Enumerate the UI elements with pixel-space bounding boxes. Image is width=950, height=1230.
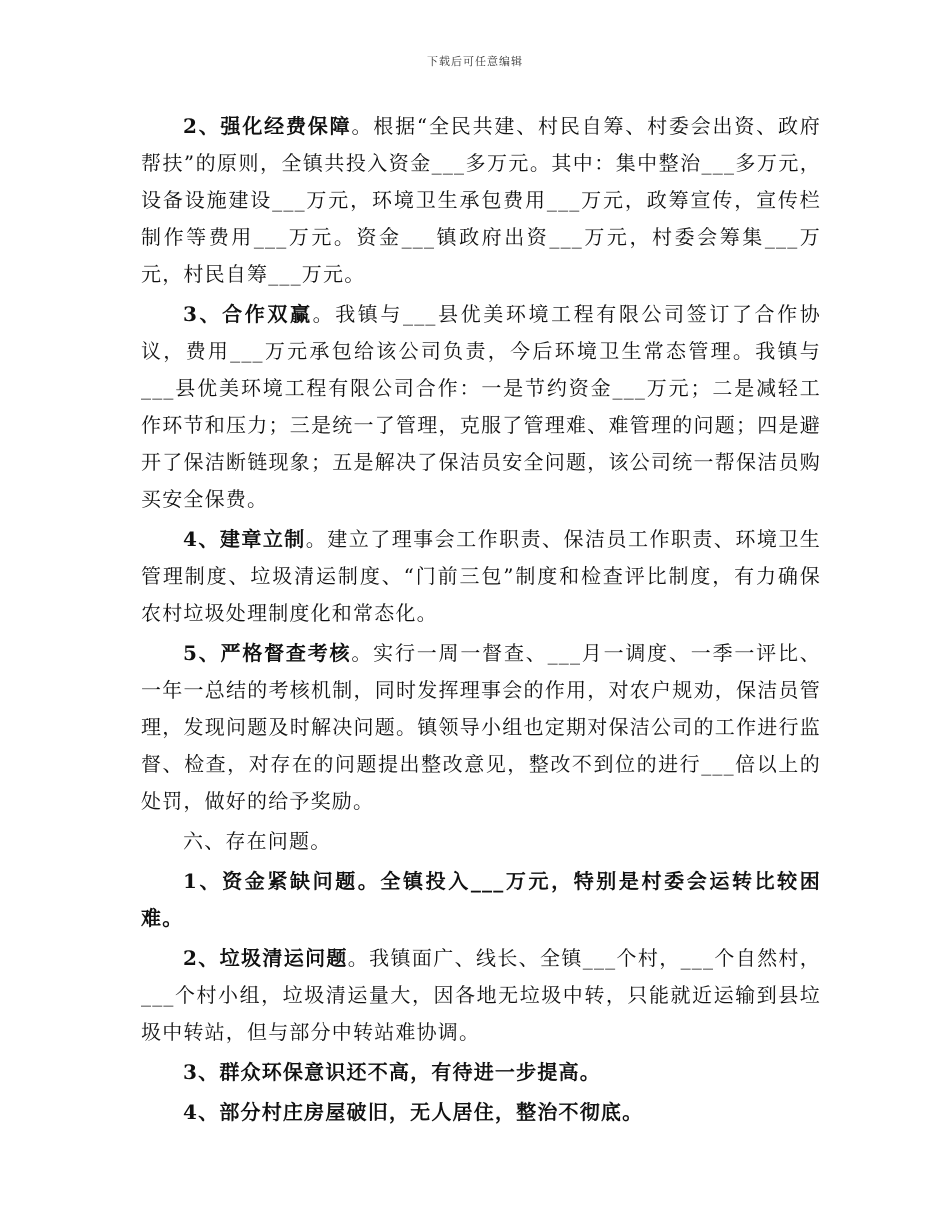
paragraph-text: 六、存在问题。 (183, 829, 332, 853)
paragraph-supervision (141, 635, 821, 820)
document-body (141, 108, 821, 1131)
paragraph-heading: 4、部分村庄房屋破旧，无人居住，整治不彻底。 (183, 1100, 644, 1124)
paragraph-heading: 4、建章立制 (183, 527, 306, 551)
paragraph-text: 。我镇与___县优美环境工程有限公司签订了合作协议，费用___万元承包给该公司负责，今后环境卫生常态管理。我镇与___县优美环境工程有限公司合作：一是节约资金___万元；二是减轻工作环节和压力；三是统一了管理，克服了管理难、难管理的问题；四是避开了保洁断链现象；五是解决了保洁员安全问题，该公司统一帮保洁员购买安全保费。 (141, 302, 821, 511)
paragraph-heading: 3、群众环保意识还不高，有待进一步提高。 (183, 1060, 601, 1084)
problem-garbage-transport (141, 940, 821, 1051)
paragraph-heading: 2、强化经费保障 (183, 114, 352, 138)
section-heading-problems (141, 823, 821, 860)
problem-funding (141, 863, 821, 937)
paragraph-text: 。我镇面广、线长、全镇___个村，___个自然村，___个村小组，垃圾清运量大，因各地无垃圾中转，只能就近运输到县垃圾中转站，但与部分中转站难协调。 (141, 946, 821, 1044)
paragraph-cooperation (141, 296, 821, 518)
paragraph-text: 。建立了理事会工作职责、保洁员工作职责、环境卫生管理制度、垃圾清运制度、“门前三包”制度和检查评比制度，有力确保农村垃圾处理制度化和常态化。 (141, 527, 821, 625)
problem-old-houses (141, 1094, 821, 1131)
paragraph-heading: 5、严格督查考核 (183, 641, 352, 665)
paragraph-regulations (141, 521, 821, 632)
paragraph-text: 。根据“全民共建、村民自筹、村委会出资、政府帮扶”的原则，全镇共投入资金___多万元。其中：集中整治___多万元，设备设施建设___万元，环境卫生承包费用___万元，政筹宣传，宣传栏制作等费用___万元。资金___镇政府出资___万元，村委会筹集___万元，村民自筹___万元。 (141, 114, 821, 286)
paragraph-funding (141, 108, 821, 293)
problem-awareness (141, 1054, 821, 1091)
paragraph-heading: 2、垃圾清运问题 (183, 946, 348, 970)
paragraph-heading: 1、资金紧缺问题。全镇投入___万元，特别是村委会运转比较困难。 (141, 869, 821, 930)
page-header: 下载后可任意编辑 (427, 55, 523, 68)
paragraph-heading: 3、合作双赢 (183, 302, 313, 326)
paragraph-text: 。实行一周一督查、___月一调度、一季一评比、一年一总结的考核机制，同时发挥理事会的作用，对农户规劝，保洁员管理，发现问题及时解决问题。镇领导小组也定期对保洁公司的工作进行监督、检查，对存在的问题提出整改意见，整改不到位的进行___倍以上的处罚，做好的给予奖励。 (141, 641, 821, 813)
